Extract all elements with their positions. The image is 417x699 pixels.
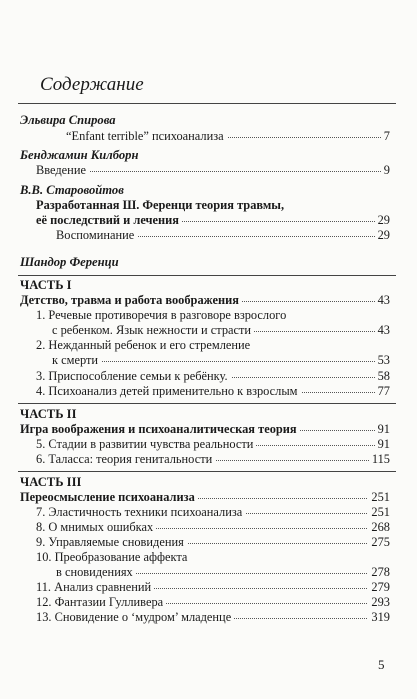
part-label: ЧАСТЬ II xyxy=(20,407,77,421)
toc-entry xyxy=(0,163,417,181)
part-heading-page: 251 xyxy=(368,490,390,505)
part-heading-page: 91 xyxy=(375,422,390,437)
entry-title-line: 2. Нежданный ребенок и его стремление xyxy=(36,338,251,352)
entry-title-line: 1. Речевые противоречия в разговоре взрослого xyxy=(36,308,287,322)
entry-title: к смерти xyxy=(52,353,101,368)
entry-title: в сновидениях xyxy=(56,565,136,580)
part-heading-title: Переосмысление психоанализа xyxy=(20,490,198,505)
divider xyxy=(18,403,396,404)
entry-title: её последствий и лечения xyxy=(36,213,182,228)
toc-entry xyxy=(0,384,417,402)
toc-entry xyxy=(0,610,417,628)
part-heading-title: Игра воображения и психоаналитическая теория xyxy=(20,422,300,437)
toc-entry xyxy=(0,129,417,147)
author-name: В.В. Старовойтов xyxy=(20,183,124,197)
entry-title: 13. Сновидение о ‘мудром’ младенце xyxy=(36,610,234,625)
entry-title: 5. Стадии в развитии чувства реальности xyxy=(36,437,256,452)
page-title: Содержание xyxy=(40,74,144,95)
divider xyxy=(18,103,396,104)
entry-title: 11. Анализ сравнений xyxy=(36,580,154,595)
toc-entry xyxy=(0,228,417,246)
entry-page: 43 xyxy=(375,323,390,338)
part-heading-page: 43 xyxy=(375,293,390,308)
entry-page: 58 xyxy=(375,369,390,384)
dot-leader xyxy=(38,171,385,172)
part-label: ЧАСТЬ III xyxy=(20,475,82,489)
entry-page: 251 xyxy=(368,505,390,520)
entry-title: 9. Управляемые сновидения xyxy=(36,535,187,550)
toc-entry xyxy=(0,452,417,470)
entry-title: Введение xyxy=(36,163,89,178)
entry-title: 7. Эластичность техники психоанализа xyxy=(36,505,245,520)
entry-page: 293 xyxy=(368,595,390,610)
entry-page: 115 xyxy=(369,452,390,467)
entry-page: 9 xyxy=(381,163,390,178)
author-name: Бенджамин Килборн xyxy=(20,148,139,162)
entry-title: 8. О мнимых ошибках xyxy=(36,520,156,535)
entry-page: 29 xyxy=(375,228,390,243)
part-heading-title: Детство, травма и работа воображения xyxy=(20,293,242,308)
divider xyxy=(18,471,396,472)
author-name: Эльвира Спирова xyxy=(20,113,116,127)
dot-leader xyxy=(54,361,385,362)
entry-page: 7 xyxy=(381,129,390,144)
entry-title-line: Разработанная Ш. Ференци теория травмы, xyxy=(36,198,285,212)
entry-page: 91 xyxy=(375,437,390,452)
entry-page: 275 xyxy=(368,535,390,550)
entry-page: 268 xyxy=(368,520,390,535)
entry-page: 319 xyxy=(368,610,390,625)
author-name: Шандор Ференци xyxy=(20,255,119,269)
entry-title: 6. Таласса: теория генитальности xyxy=(36,452,215,467)
divider xyxy=(18,275,396,276)
entry-title: Воспоминание xyxy=(56,228,137,243)
part-label: ЧАСТЬ I xyxy=(20,278,72,292)
entry-page: 279 xyxy=(368,580,390,595)
entry-page: 278 xyxy=(368,565,390,580)
entry-title: с ребенком. Язык нежности и страсти xyxy=(52,323,254,338)
entry-title: 3. Приспособление семьи к ребёнку. xyxy=(36,369,231,384)
entry-page: 29 xyxy=(375,213,390,228)
entry-page: 53 xyxy=(375,353,390,368)
entry-title: “Enfant terrible” психоанализа xyxy=(66,129,227,144)
entry-title: 12. Фантазии Гулливера xyxy=(36,595,166,610)
entry-page: 77 xyxy=(375,384,390,399)
entry-title-line: 10. Преобразование аффекта xyxy=(36,550,188,564)
page-number: 5 xyxy=(378,657,385,672)
entry-title: 4. Психоанализ детей применительно к взрослым xyxy=(36,384,301,399)
